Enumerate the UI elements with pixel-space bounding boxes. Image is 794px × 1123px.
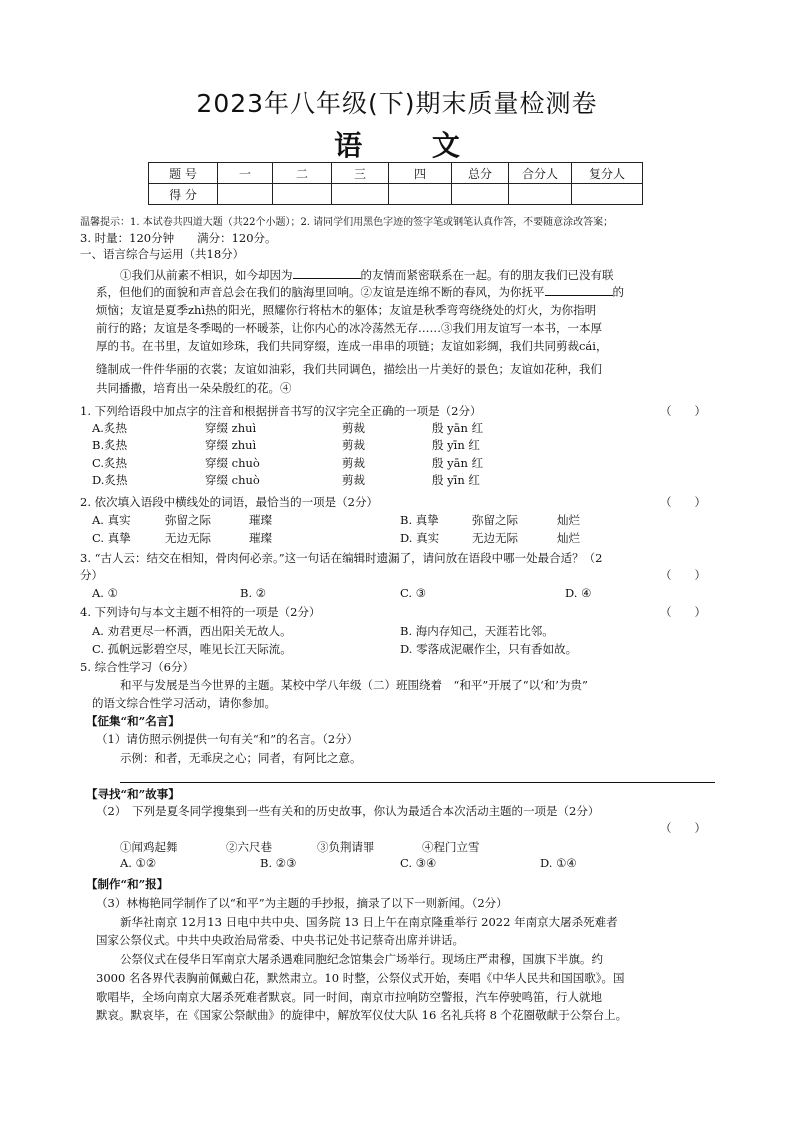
score-cell: 四 bbox=[389, 163, 452, 184]
score-cell: 复分人 bbox=[572, 163, 643, 184]
option-text[interactable]: C. ③④ bbox=[400, 856, 437, 870]
score-cell: 总分 bbox=[452, 163, 509, 184]
subject-title: 语 文 bbox=[334, 129, 490, 162]
option-text[interactable]: A. 真实 bbox=[92, 513, 131, 527]
passage-text: ①我们从前素不相识，如今却因为 bbox=[120, 268, 293, 282]
example-text: 示例：和者，无乖戾之心；同者，有阿比之意。 bbox=[120, 751, 362, 765]
notice-line: 3. 时量：120分钟 满分：120分。 bbox=[80, 231, 277, 245]
score-input-cell[interactable] bbox=[572, 184, 643, 205]
news-text: 公祭仪式在侵华日军南京大屠杀遇难同胞纪念馆集会广场举行。现场庄严肃穆，国旗下半旗。约 bbox=[120, 952, 603, 966]
answer-line[interactable] bbox=[120, 782, 715, 783]
option-text[interactable]: B. 海内存知己，天涯若比邻。 bbox=[400, 624, 554, 638]
subsection-title: 【制作“和”报】 bbox=[86, 877, 169, 891]
score-input-cell[interactable] bbox=[389, 184, 452, 205]
option-text: 穿缀 zhuì bbox=[205, 438, 257, 452]
question-stem: 分） bbox=[80, 568, 103, 582]
option-text: 剪裁 bbox=[342, 438, 365, 452]
sub-question: （1）请仿照示例提供一句有关“和”的名言。（2分） bbox=[96, 732, 359, 746]
news-text: 3000 名各界代表胸前佩戴白花，默然肃立。10 时整，公祭仪式开始，奏唱《中华人民共和国国歌》。国 bbox=[96, 971, 625, 985]
question-stem: 1. 下列给语段中加点字的注音和根据拼音书写的汉字完全正确的一项是（2分） bbox=[80, 404, 482, 418]
option-text: 无边无际 bbox=[165, 531, 211, 545]
option-text[interactable]: C. ③ bbox=[400, 586, 427, 600]
passage-text: 的 bbox=[612, 285, 624, 299]
score-row-label: 得 分 bbox=[149, 184, 218, 205]
option-text: 灿烂 bbox=[557, 531, 580, 545]
option-text: 穿缀 chuò bbox=[205, 456, 260, 470]
option-text: 剪裁 bbox=[342, 473, 365, 487]
option-text[interactable]: C.炙热 bbox=[92, 456, 128, 470]
option-text: 殷 yīn 红 bbox=[432, 473, 480, 487]
answer-paren[interactable]: （ ） bbox=[660, 821, 706, 835]
option-text[interactable]: D. ④ bbox=[565, 586, 592, 600]
question-stem: 2. 依次填入语段中横线处的词语，最恰当的一项是（2分） bbox=[80, 495, 378, 509]
intro-text: 和平与发展是当今世界的主题。某校中学八年级（二）班围绕着 “和平”开展了“以‘和’为贵” bbox=[120, 678, 588, 692]
subsection-title: 【征集“和”名言】 bbox=[86, 714, 180, 728]
answer-blank[interactable] bbox=[545, 285, 613, 296]
question-stem: 4. 下列诗句与本文主题不相符的一项是（2分） bbox=[80, 605, 321, 619]
option-text[interactable]: D. 零落成泥碾作尘，只有香如故。 bbox=[400, 642, 578, 656]
option-text: 殷 yān 红 bbox=[432, 421, 484, 435]
option-text: 无边无际 bbox=[472, 531, 518, 545]
news-text: 新华社南京 12月13 日电中共中央、国务院 13 日上午在南京隆重举行 2022 年南京大屠杀死难者 bbox=[120, 915, 618, 929]
score-input-cell[interactable] bbox=[218, 184, 273, 205]
answer-paren[interactable]: （ ） bbox=[660, 495, 706, 509]
option-text[interactable]: B. ②③ bbox=[260, 856, 297, 870]
passage-line: 缝制成一件件华丽的衣裳；友谊如油彩，我们共同调色，描绘出一片美好的景色；友谊如花种，我们 bbox=[96, 362, 602, 376]
score-cell: 二 bbox=[273, 163, 332, 184]
score-cell: 一 bbox=[218, 163, 273, 184]
answer-paren[interactable]: （ ） bbox=[660, 404, 706, 418]
option-text[interactable]: A. ①② bbox=[120, 856, 157, 870]
option-text: 剪裁 bbox=[342, 456, 365, 470]
score-input-cell[interactable] bbox=[509, 184, 572, 205]
option-text: 璀璨 bbox=[249, 513, 272, 527]
score-cell: 合分人 bbox=[509, 163, 572, 184]
option-text[interactable]: C. 孤帆远影碧空尽，唯见长江天际流。 bbox=[92, 642, 292, 656]
score-cell: 三 bbox=[332, 163, 389, 184]
option-text[interactable]: D. ①④ bbox=[540, 856, 577, 870]
option-text: 穿缀 chuò bbox=[205, 473, 260, 487]
passage-line: 前行的路；友谊是冬季喝的一杯暖茶，让你内心的冰冷荡然无存……③我们用友谊写一本书，一本厚 bbox=[96, 321, 602, 335]
option-text[interactable]: B.炙热 bbox=[92, 438, 128, 452]
story-item: ③负荆请罪 bbox=[317, 840, 375, 854]
story-item: ①闻鸡起舞 bbox=[120, 840, 178, 854]
question-stem: 3. “古人云：结交在相知，骨肉何必亲。”这一句话在编辑时遗漏了，请问放在语段中哪一处最合适？（2 bbox=[80, 551, 603, 565]
option-text: 殷 yīn 红 bbox=[432, 438, 480, 452]
option-text: 灿烂 bbox=[557, 513, 580, 527]
option-text[interactable]: D. 真实 bbox=[400, 531, 440, 545]
passage-text: 的友情而紧密联系在一起。有的朋友我们已没有联 bbox=[360, 268, 614, 282]
option-text[interactable]: B. 真挚 bbox=[400, 513, 439, 527]
option-text[interactable]: A.炙热 bbox=[92, 421, 127, 435]
subsection-title: 【寻找“和”故事】 bbox=[86, 787, 180, 801]
passage-line bbox=[120, 267, 614, 283]
score-table-header-row bbox=[149, 163, 643, 184]
score-table bbox=[148, 162, 643, 205]
score-input-cell[interactable] bbox=[452, 184, 509, 205]
score-table-score-row bbox=[149, 184, 643, 205]
news-text: 国家公祭仪式。中共中央政治局常委、中央书记处书记蔡奇出席并讲话。 bbox=[96, 933, 464, 947]
option-text[interactable]: A. ① bbox=[92, 586, 118, 600]
notice-line: 温馨提示：1. 本试卷共四道大题（共22个小题）；2. 请同学们用黑色字迹的签字笔或钢笔认真作答，不要随意涂改答案； bbox=[80, 217, 614, 228]
news-text: 歌唱毕，全场向南京大屠杀死难者默哀。同一时间，南京市拉响防空警报，汽车停驶鸣笛，行人就地 bbox=[96, 990, 602, 1004]
exam-title: 2023年八年级(下)期末质量检测卷 bbox=[196, 89, 598, 118]
story-item: ④程门立雪 bbox=[422, 840, 480, 854]
option-text: 殷 yān 红 bbox=[432, 456, 484, 470]
score-input-cell[interactable] bbox=[332, 184, 389, 205]
intro-text: 的语文综合性学习活动，请你参加。 bbox=[92, 696, 276, 710]
section-heading: 一、语言综合与运用（共18分） bbox=[80, 247, 245, 261]
question-stem: 5. 综合性学习（6分） bbox=[80, 660, 194, 674]
answer-paren[interactable]: （ ） bbox=[660, 568, 706, 582]
option-text: 弥留之际 bbox=[472, 513, 518, 527]
passage-text: 系，但他们的面貌和声音总会在我们的脑海里回响。②友谊是连绵不断的春风，为你抚平 bbox=[96, 285, 545, 299]
news-text: 默哀。默哀毕，在《国家公祭献曲》的旋律中，解放军仪仗大队 16 名礼兵将 8 个花圈敬献于公祭台上。 bbox=[96, 1008, 628, 1022]
score-cell: 题 号 bbox=[149, 163, 218, 184]
story-item: ②六尺巷 bbox=[226, 840, 272, 854]
answer-paren[interactable]: （ ） bbox=[660, 605, 706, 619]
option-text[interactable]: D.炙热 bbox=[92, 473, 128, 487]
option-text: 弥留之际 bbox=[165, 513, 211, 527]
option-text[interactable]: B. ② bbox=[240, 586, 267, 600]
option-text: 穿缀 zhuì bbox=[205, 421, 257, 435]
passage-line bbox=[96, 284, 624, 300]
answer-blank[interactable] bbox=[293, 268, 361, 279]
passage-line: 烦恼；友谊是夏季zhì热的阳光，照耀你行将枯木的躯体；友谊是秋季弯弯绕绕处的灯火，为你指明 bbox=[96, 303, 597, 317]
passage-line: 共同播撒，培育出一朵朵殷红的花。④ bbox=[96, 381, 292, 395]
option-text[interactable]: A. 劝君更尽一杯酒，西出阳关无故人。 bbox=[92, 624, 292, 638]
passage-line: 厚的书。在书里，友谊如珍珠，我们共同穿缀，连成一串串的项链；友谊如彩绸，我们共同剪裁cái， bbox=[96, 339, 608, 353]
sub-question: （2） 下列是夏冬同学搜集到一些有关和的历史故事，你认为最适合本次活动主题的一项是（2分） bbox=[96, 804, 600, 818]
option-text: 剪裁 bbox=[342, 421, 365, 435]
option-text: 璀璨 bbox=[249, 531, 272, 545]
score-input-cell[interactable] bbox=[273, 184, 332, 205]
option-text[interactable]: C. 真挚 bbox=[92, 531, 131, 545]
sub-question: （3）林梅艳同学制作了以“和平”为主题的手抄报，摘录了以下一则新闻。（2分） bbox=[96, 896, 508, 910]
